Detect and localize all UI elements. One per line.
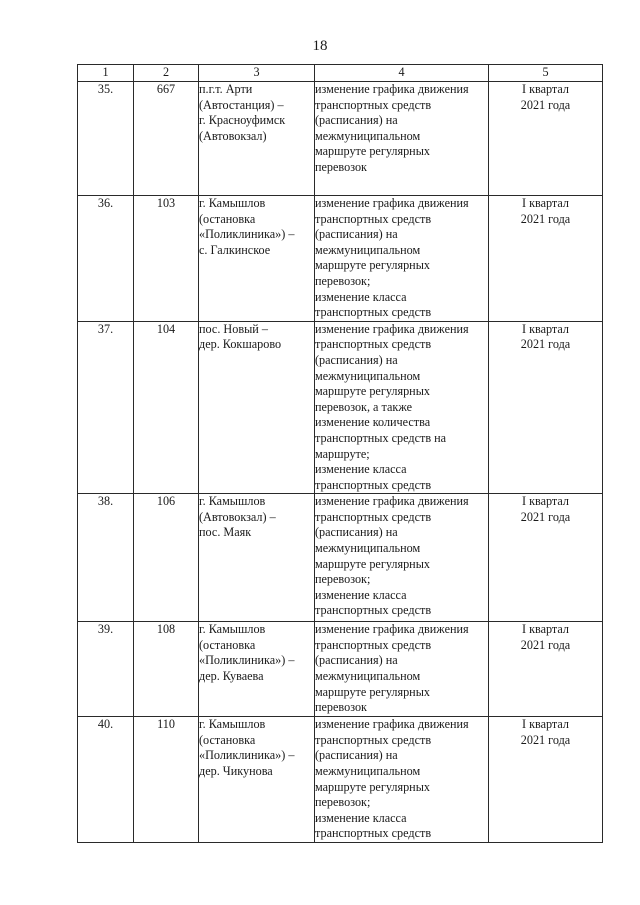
change-description-cell: изменение графика движения транспортных средств (расписания) на межмуниципальном маршруте регулярных перевозок; изменение класса транспортных средств [315, 494, 489, 622]
change-description-cell: изменение графика движения транспортных средств (расписания) на межмуниципальном маршруте регулярных перевозок [315, 82, 489, 196]
route-name-cell: п.г.т. Арти (Автостанция) – г. Красноуфимск (Автовокзал) [199, 82, 315, 196]
table-row [78, 321, 603, 494]
row-number-cell: 38. [78, 494, 134, 622]
route-name-cell: г. Камышлов (остановка «Поликлиника») – с. Галкинское [199, 196, 315, 322]
period-cell: I квартал 2021 года [489, 321, 603, 494]
route-number-cell: 103 [134, 196, 199, 322]
column-header-3: 3 [199, 65, 315, 82]
change-description-cell: изменение графика движения транспортных средств (расписания) на межмуниципальном маршруте регулярных перевозок; изменение класса транспортных средств [315, 717, 489, 843]
table-row [78, 196, 603, 322]
period-cell: I квартал 2021 года [489, 196, 603, 322]
period-cell: I квартал 2021 года [489, 82, 603, 196]
row-number-cell: 36. [78, 196, 134, 322]
column-header-2: 2 [134, 65, 199, 82]
table-row [78, 717, 603, 843]
period-cell: I квартал 2021 года [489, 494, 603, 622]
page-number: 18 [312, 38, 328, 54]
route-name-cell: г. Камышлов (остановка «Поликлиника») – дер. Чикунова [199, 717, 315, 843]
column-header-5: 5 [489, 65, 603, 82]
period-cell: I квартал 2021 года [489, 717, 603, 843]
column-header-4: 4 [315, 65, 489, 82]
change-description-cell: изменение графика движения транспортных средств (расписания) на межмуниципальном маршруте регулярных перевозок [315, 622, 489, 717]
route-name-cell: г. Камышлов (остановка «Поликлиника») – дер. Куваева [199, 622, 315, 717]
period-cell: I квартал 2021 года [489, 622, 603, 717]
route-number-cell: 108 [134, 622, 199, 717]
change-description-cell: изменение графика движения транспортных средств (расписания) на межмуниципальном маршруте регулярных перевозок; изменение класса транспортных средств [315, 196, 489, 322]
row-number-cell: 40. [78, 717, 134, 843]
row-number-cell: 37. [78, 321, 134, 494]
route-number-cell: 110 [134, 717, 199, 843]
table-row [78, 494, 603, 622]
table-header-row [78, 65, 603, 82]
table-row [78, 82, 603, 196]
change-description-cell: изменение графика движения транспортных средств (расписания) на межмуниципальном маршруте регулярных перевозок, а также изменение количества транспортных средств на маршруте; изменение класса транспортных средств [315, 321, 489, 494]
route-name-cell: г. Камышлов (Автовокзал) – пос. Маяк [199, 494, 315, 622]
route-number-cell: 104 [134, 321, 199, 494]
route-name-cell: пос. Новый – дер. Кокшарово [199, 321, 315, 494]
route-changes-table [77, 64, 603, 843]
route-number-cell: 667 [134, 82, 199, 196]
route-number-cell: 106 [134, 494, 199, 622]
row-number-cell: 39. [78, 622, 134, 717]
column-header-1: 1 [78, 65, 134, 82]
table-row [78, 622, 603, 717]
row-number-cell: 35. [78, 82, 134, 196]
